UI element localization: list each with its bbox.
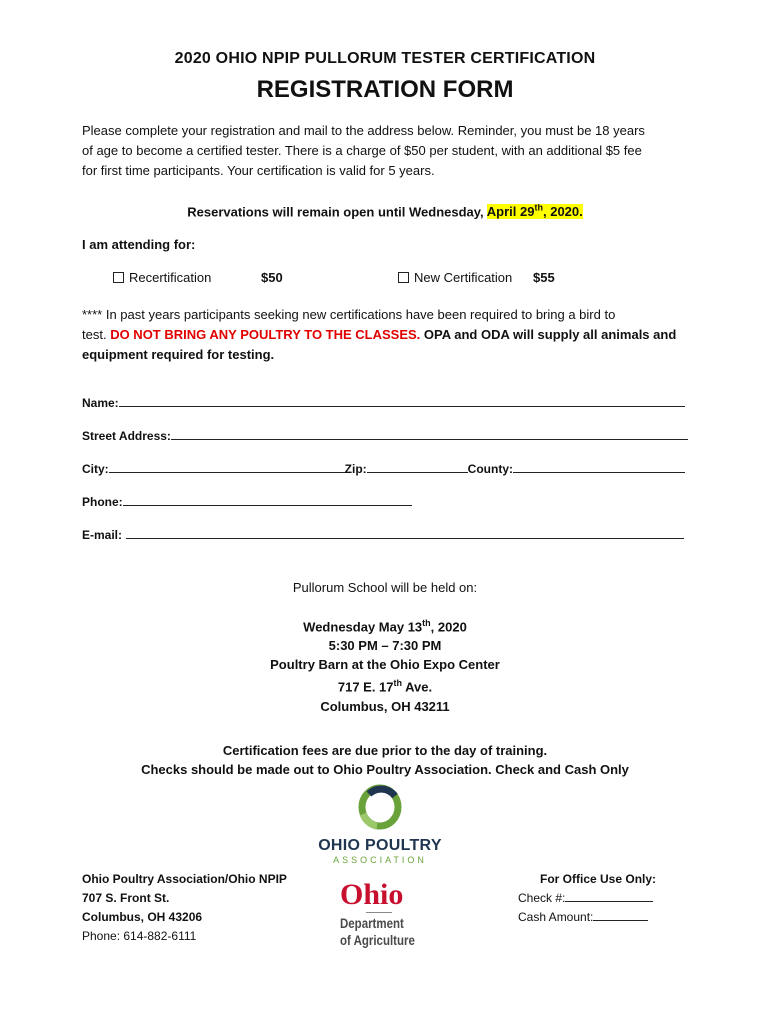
fees-notice — [0, 741, 770, 779]
school-heading: Pullorum School will be held on: — [292, 580, 478, 595]
reservation-prefix: Reservations will remain open until Wednesday, — [187, 204, 487, 220]
school-street-text: 717 E. 17 — [337, 679, 394, 695]
option-label: New Certification — [414, 270, 513, 285]
opa-ring-icon — [355, 784, 405, 830]
address-phone: Phone: 614-882-6111 — [82, 929, 197, 943]
ohio-poultry-association-logo — [300, 784, 460, 865]
zip-input-line[interactable] — [367, 461, 468, 473]
city-input-line[interactable] — [109, 461, 345, 473]
reservation-date-sup: th — [534, 203, 543, 213]
office-cash-line[interactable] — [593, 909, 648, 921]
street-label: Street Address: — [82, 429, 171, 443]
phone-field[interactable] — [82, 494, 412, 509]
phone-label: Phone: — [82, 495, 123, 509]
recertification-checkbox[interactable] — [113, 272, 124, 283]
school-street — [0, 674, 770, 696]
intro-line: of age to become a certified tester. There is a charge of $50 per student, with an additional $5 fee — [82, 143, 642, 158]
school-venue: Poultry Barn at the Ohio Expo Center — [270, 657, 500, 673]
recertification-price: $50 — [261, 270, 283, 285]
office-heading: For Office Use Only: — [540, 872, 657, 886]
mailing-address — [82, 870, 287, 946]
email-label: E-mail: — [82, 528, 123, 542]
office-check-label: Check #: — [518, 891, 566, 905]
city-zip-county-row — [82, 461, 685, 476]
intro-line: Please complete your registration and mail to the address below. Reminder, you must be 18 years — [82, 123, 645, 138]
office-check-line[interactable] — [565, 890, 653, 902]
email-input-line[interactable] — [126, 527, 684, 539]
school-date-year: , 2020 — [430, 619, 467, 635]
notice-line: equipment required for testing. — [82, 347, 275, 362]
form-title-line2: REGISTRATION FORM — [256, 76, 514, 103]
notice-text-bold: OPA and ODA will supply all animals and — [420, 327, 677, 342]
school-time: 5:30 PM – 7:30 PM — [328, 638, 442, 654]
oda-department: Department — [340, 915, 404, 931]
office-cash-label: Cash Amount: — [518, 910, 594, 924]
notice-text: test. — [82, 327, 111, 342]
school-street-sup: th — [393, 678, 403, 689]
option-new-certification[interactable] — [398, 270, 512, 285]
school-street-end: Ave. — [402, 679, 433, 695]
city-label: City: — [82, 462, 109, 476]
reservation-date-highlight — [487, 204, 583, 219]
poultry-notice — [82, 305, 692, 365]
oda-of-agriculture: of Agriculture — [340, 932, 415, 948]
address-org: Ohio Poultry Association/Ohio NPIP — [82, 872, 287, 886]
form-title-line1: 2020 OHIO NPIP PULLORUM TESTER CERTIFICATION — [174, 50, 596, 67]
fees-line: Checks should be made out to Ohio Poultry Association. Check and Cash Only — [141, 762, 629, 777]
reservation-date: April 29 — [486, 204, 535, 220]
school-date — [0, 614, 770, 636]
school-city: Columbus, OH 43211 — [320, 698, 450, 714]
office-cash-row — [518, 908, 656, 927]
ohio-department-of-agriculture-logo — [340, 880, 440, 949]
address-street: 707 S. Front St. — [82, 891, 170, 905]
intro-line: for first time participants. Your certification is valid for 5 years. — [82, 163, 435, 178]
reservation-date-end: , 2020. — [542, 204, 583, 220]
school-date-sup: th — [422, 618, 431, 628]
oda-ohio-wordmark: Ohio — [340, 878, 404, 911]
office-check-row — [518, 889, 656, 908]
phone-input-line[interactable] — [123, 494, 412, 506]
email-field[interactable] — [82, 527, 684, 542]
new-certification-checkbox[interactable] — [398, 272, 409, 283]
county-input-line[interactable] — [513, 461, 685, 473]
county-label: County: — [467, 462, 513, 476]
opa-name: OHIO POULTRY — [318, 837, 442, 854]
attending-label: I am attending for: — [82, 237, 196, 252]
name-field[interactable] — [82, 395, 685, 410]
new-certification-price: $55 — [533, 270, 555, 285]
street-input-line[interactable] — [171, 428, 688, 440]
opa-subtitle: ASSOCIATION — [333, 855, 427, 865]
oda-divider — [366, 912, 392, 913]
option-label: Recertification — [129, 270, 212, 285]
zip-label: Zip: — [344, 462, 367, 476]
notice-line — [82, 325, 692, 345]
intro-paragraph — [82, 121, 692, 181]
name-label: Name: — [82, 396, 119, 410]
street-field[interactable] — [82, 428, 688, 443]
notice-line: **** In past years participants seeking new certifications have been required to bring a bird to — [82, 307, 616, 322]
school-details — [0, 614, 770, 716]
option-recertification[interactable] — [113, 270, 211, 285]
name-input-line[interactable] — [119, 395, 685, 407]
notice-warning: DO NOT BRING ANY POULTRY TO THE CLASSES. — [110, 327, 421, 342]
school-date-text: Wednesday May 13 — [303, 619, 423, 635]
address-city: Columbus, OH 43206 — [82, 910, 203, 924]
fees-line: Certification fees are due prior to the day of training. — [222, 743, 548, 758]
reservation-deadline — [0, 198, 770, 222]
office-use-box — [518, 870, 656, 927]
